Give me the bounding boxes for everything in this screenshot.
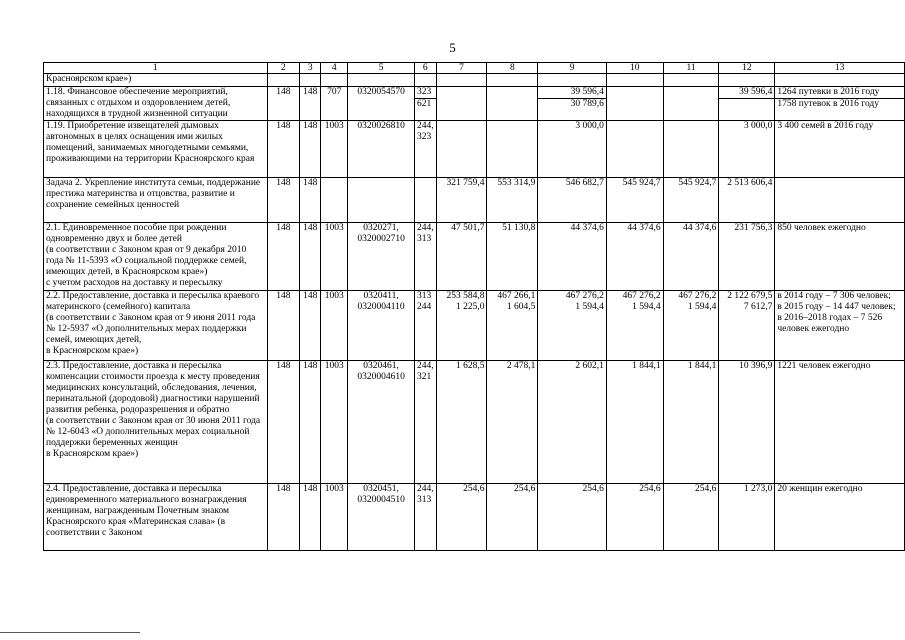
cell-2015: 553 314,9 bbox=[487, 178, 538, 223]
column-header: 7 bbox=[436, 63, 487, 74]
cell-csr: 0320461, 0320004610 bbox=[348, 361, 415, 484]
cell-2017: 467 276,2 bbox=[622, 291, 661, 301]
cell-rz: 148 bbox=[300, 178, 321, 223]
cell-rz: 148 bbox=[300, 87, 321, 121]
table-row-2-3 bbox=[44, 361, 905, 484]
column-header: 10 bbox=[606, 63, 663, 74]
cell-grbs: 148 bbox=[267, 291, 300, 361]
column-header: 5 bbox=[348, 63, 415, 74]
cell-vr: 244, 313 bbox=[414, 223, 436, 291]
cell-total: 39 596,4 bbox=[719, 87, 775, 99]
cell-vr: 244, 313 bbox=[414, 484, 436, 551]
cell-2017: 44 374,6 bbox=[606, 223, 663, 291]
column-header: 11 bbox=[663, 63, 719, 74]
budget-table bbox=[43, 62, 905, 551]
table-row-2-2 bbox=[44, 291, 905, 361]
cell-result: 1758 путевок в 2016 году bbox=[775, 99, 905, 121]
cell-2014: 254,6 bbox=[436, 484, 487, 551]
cell-total: 10 396,9 bbox=[719, 361, 775, 484]
column-header-row bbox=[44, 63, 905, 74]
continuation-text: Красноярском крае») bbox=[44, 74, 268, 87]
cell-total: 3 000,0 bbox=[719, 121, 775, 178]
cell-2018: 1 844,1 bbox=[663, 361, 719, 484]
row-name: 1.19. Приобретение извещателей дымовых автономных в целях оснащения ими жилых помещений, занимаемых многодетными семьями, проживающими на территории Красноярского края bbox=[44, 121, 268, 178]
cell-result: 850 человек ежегодно bbox=[775, 223, 905, 291]
row-name: 2.4. Предоставление, доставка и пересылка единовременного материального вознаграждения женщинам, награжденным Почетным знаком Красноярского края «Материнская слава» (в соответствии с Законом bbox=[44, 484, 268, 551]
column-header: 4 bbox=[321, 63, 348, 74]
table-row-task-2 bbox=[44, 178, 905, 223]
cell-result: 1221 человек ежегодно bbox=[775, 361, 905, 484]
cell-rz: 148 bbox=[300, 223, 321, 291]
cell-grbs: 148 bbox=[267, 121, 300, 178]
cell-2015: 51 130,8 bbox=[487, 223, 538, 291]
cell-2014: 1 628,5 bbox=[436, 361, 487, 484]
cell-2015: 467 266,1 bbox=[497, 291, 536, 301]
column-header: 9 bbox=[538, 63, 607, 74]
column-header: 13 bbox=[775, 63, 905, 74]
cell-rz: 148 bbox=[300, 121, 321, 178]
cell-csr: 0320054570 bbox=[348, 87, 415, 121]
cell-2016: 44 374,6 bbox=[538, 223, 607, 291]
row-name: 2.2. Предоставление, доставка и пересылка краевого материнского (семейного) капитала (в соответствии с Законом края от 9 июня 2011 года № 12-5937 «О дополнительных мерах поддержки семей, имеющих детей, в Красноярском крае») bbox=[44, 291, 268, 361]
row-name: 1.18. Финансовое обеспечение мероприятий, связанных с отдыхом и оздоровлением детей, находящихся в трудной жизненной ситуации bbox=[44, 87, 268, 121]
cell-result: 3 400 семей в 2016 году bbox=[775, 121, 905, 178]
cell-pr: 1003 bbox=[321, 291, 348, 361]
cell-2016: 39 596,4 bbox=[538, 87, 607, 99]
column-header: 2 bbox=[267, 63, 300, 74]
cell-2015: 2 478,1 bbox=[487, 361, 538, 484]
cell-2014: 47 501,7 bbox=[436, 223, 487, 291]
cell-grbs: 148 bbox=[267, 87, 300, 121]
cell-total: 2 513 606,4 bbox=[719, 178, 775, 223]
cell-vr: 323 bbox=[414, 87, 436, 99]
cell-2017: 1 594,4 bbox=[632, 302, 661, 312]
cell-pr: 1003 bbox=[321, 223, 348, 291]
cell-2017: 545 924,7 bbox=[606, 178, 663, 223]
cell-2016: 546 682,7 bbox=[538, 178, 607, 223]
cell-grbs: 148 bbox=[267, 361, 300, 484]
table-row-1-18 bbox=[44, 87, 905, 99]
cell-2016: 254,6 bbox=[538, 484, 607, 551]
cell-2015: 254,6 bbox=[487, 484, 538, 551]
cell-2018: 467 276,2 bbox=[678, 291, 717, 301]
cell-vr: 621 bbox=[414, 99, 436, 121]
footer-rule bbox=[0, 632, 140, 633]
column-header: 8 bbox=[487, 63, 538, 74]
cell-2018: 1 594,4 bbox=[687, 302, 717, 312]
cell-result: 20 женщин ежегодно bbox=[775, 484, 905, 551]
cell-pr: 707 bbox=[321, 87, 348, 121]
row-name: Задача 2. Укрепление института семьи, поддержание престижа материнства и отцовства, развитие и сохранение семейных ценностей bbox=[44, 178, 268, 223]
cell-total: 231 756,3 bbox=[719, 223, 775, 291]
cell-pr: 1003 bbox=[321, 361, 348, 484]
cell-2014: 253 584,8 bbox=[446, 291, 485, 301]
cell-csr: 0320411, 0320004110 bbox=[348, 291, 415, 361]
cell-csr: 0320271, 0320002710 bbox=[348, 223, 415, 291]
cell-2017: 1 844,1 bbox=[606, 361, 663, 484]
cell-result: в 2014 году – 7 306 человек; в 2015 году – 14 447 человек; в 2016–2018 годах – 7 526 человек ежегодно bbox=[775, 291, 905, 361]
column-header: 1 bbox=[44, 63, 268, 74]
cell-2016: 3 000,0 bbox=[538, 121, 607, 178]
column-header: 12 bbox=[719, 63, 775, 74]
cell-grbs: 148 bbox=[267, 178, 300, 223]
cell-2016: 2 602,1 bbox=[538, 361, 607, 484]
cell-2014: 1 225,0 bbox=[455, 302, 485, 312]
cell-pr: 1003 bbox=[321, 121, 348, 178]
cell-2014: 321 759,4 bbox=[436, 178, 487, 223]
cell-rz: 148 bbox=[300, 361, 321, 484]
column-header: 6 bbox=[414, 63, 436, 74]
cell-2016: 467 276,2 bbox=[565, 291, 604, 301]
cell-total: 1 273,0 bbox=[719, 484, 775, 551]
cell-vr: 244, 323 bbox=[414, 121, 436, 178]
row-name: 2.3. Предоставление, доставка и пересылка компенсации стоимости проезда к месту проведения медицинских консультаций, обследования, лечения, перинатальной (дородовой) диагностики нарушений развития ребенка, родоразрешения и обратно (в соответствии с Законом края от 30 июня 2011 года № 12-6043 «О дополнительных мерах социальной поддержки беременных женщин в Красноярском крае») bbox=[44, 361, 268, 484]
cell-rz: 148 bbox=[300, 291, 321, 361]
cell-grbs: 148 bbox=[267, 484, 300, 551]
cell-2018: 545 924,7 bbox=[663, 178, 719, 223]
table-row-1-19 bbox=[44, 121, 905, 178]
row-name: 2.1. Единовременное пособие при рождении одновременно двух и более детей (в соответствии с Законом края от 9 декабря 2010 года № 11-5393 «О социальной поддержке семей, имеющих детей, в Красноярском крае») с учетом расходов на доставку и пересылку bbox=[44, 223, 268, 291]
table-row-2-4 bbox=[44, 484, 905, 551]
cell-2017: 254,6 bbox=[606, 484, 663, 551]
continuation-row bbox=[44, 74, 905, 87]
cell-total: 2 122 679,5 bbox=[727, 291, 773, 301]
page-number: 5 bbox=[449, 40, 456, 55]
cell-csr: 0320451, 0320004510 bbox=[348, 484, 415, 551]
cell-csr: 0320026810 bbox=[348, 121, 415, 178]
cell-2018: 254,6 bbox=[663, 484, 719, 551]
cell-vr: 244, 321 bbox=[414, 361, 436, 484]
cell-2016: 30 789,6 bbox=[538, 99, 607, 121]
cell-vr: 313 244 bbox=[414, 291, 436, 361]
cell-2015: 1 604,5 bbox=[506, 302, 536, 312]
cell-result: 1264 путевки в 2016 году bbox=[775, 87, 905, 99]
cell-rz: 148 bbox=[300, 484, 321, 551]
column-header: 3 bbox=[300, 63, 321, 74]
cell-total: 7 612,7 bbox=[743, 302, 773, 312]
cell-pr: 1003 bbox=[321, 484, 348, 551]
table-row-2-1 bbox=[44, 223, 905, 291]
cell-2016: 1 594,4 bbox=[575, 302, 604, 312]
cell-2018: 44 374,6 bbox=[663, 223, 719, 291]
cell-grbs: 148 bbox=[267, 223, 300, 291]
